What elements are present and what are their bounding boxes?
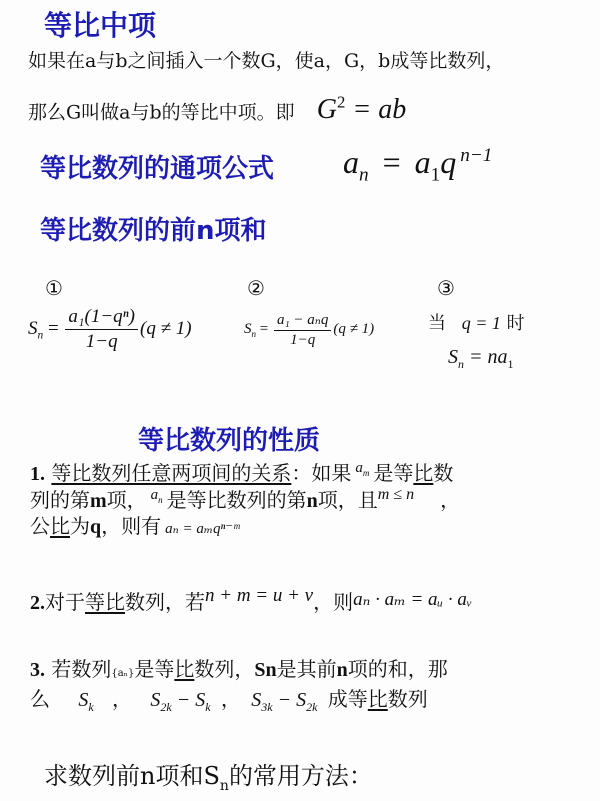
rhs: = na: [464, 346, 508, 368]
formula-rest: = ab: [345, 94, 407, 126]
underlined-text: 比: [413, 461, 434, 485]
text: 是其前: [276, 657, 337, 681]
an: a: [150, 487, 159, 503]
text: 的常用方法：: [228, 762, 373, 790]
underlined-text: 比: [174, 657, 195, 681]
lhs: S: [244, 320, 252, 337]
formula-exp: 2: [336, 93, 346, 112]
numerator: a₁(1−qⁿ): [65, 306, 138, 330]
text: 数: [433, 461, 454, 485]
lhs-sub: n: [458, 357, 464, 371]
property3-line2: [30, 683, 428, 715]
general-term-formula: [343, 144, 492, 186]
term2-sub2: k: [205, 700, 211, 714]
underlined-text: 等比: [85, 590, 125, 614]
methods-heading: [44, 756, 373, 794]
heading-geometric-mean: 等比中项: [44, 9, 157, 42]
underlined-text: 比: [367, 687, 388, 711]
heading-sum-n: 等比数列的前n项和: [40, 216, 267, 246]
underlined-text: 等比数列任意两项间的关系: [51, 461, 292, 485]
sequence: {aₙ}: [111, 668, 135, 679]
m: m: [90, 490, 107, 512]
text: 是等: [373, 461, 414, 485]
rhs-sub: 1: [507, 357, 514, 371]
lhs-sub: n: [251, 328, 256, 339]
rhs-exp: n−1: [460, 145, 493, 167]
n: n: [336, 659, 348, 681]
property-number: 3.: [30, 659, 45, 681]
text: ，则有: [101, 514, 162, 538]
text: 是等比数列的第: [166, 488, 307, 512]
numerator: a₁ − aₙq: [274, 310, 331, 331]
subscript: n: [219, 777, 229, 794]
comma: ，: [440, 488, 461, 512]
text: 项，: [106, 488, 147, 512]
property1-line1: [30, 457, 453, 486]
separator: ，: [112, 687, 133, 711]
rhs-q: q: [440, 144, 457, 180]
an-sub: n: [158, 495, 163, 505]
text: 是等: [134, 657, 175, 681]
fraction: [65, 306, 138, 353]
geometric-mean-formula: [317, 94, 407, 125]
heading-general-term: 等比数列的通项公式: [40, 154, 275, 184]
separator: ，: [220, 687, 241, 711]
case2-formula: $S_n$ = $\frac{\text{a₁ − aₙq}}{1-q}$ (q ≠ 1): [244, 312, 375, 348]
denominator: 1−q: [85, 331, 118, 352]
condition: n + m = u + v: [205, 585, 314, 606]
n: n: [306, 490, 318, 512]
equals: =: [374, 144, 409, 180]
when-condition: q = 1: [461, 313, 501, 333]
case1-marker: ①: [45, 276, 63, 300]
lhs: a: [343, 144, 359, 180]
geometric-mean-line2-text: 那么G叫做a与b的等比中项。即: [28, 101, 295, 124]
term2: S: [150, 689, 161, 711]
lhs-sub: n: [359, 164, 369, 186]
text: 成等: [327, 687, 368, 711]
text: 么: [30, 687, 50, 711]
property2: [30, 585, 472, 615]
property-number: 1.: [30, 463, 45, 485]
property3-line1: [30, 653, 448, 682]
term2-sub: 2k: [160, 700, 172, 714]
text: 列的第: [30, 488, 90, 512]
rhs: a: [414, 144, 431, 180]
property-number: 2.: [30, 592, 45, 614]
text: 公: [30, 514, 50, 538]
text: 求数列前n项和S: [44, 762, 220, 790]
when-prefix: 当: [428, 313, 446, 334]
condition: (q ≠ 1): [333, 320, 375, 337]
text: ，则: [313, 590, 354, 614]
lhs-sub: n: [37, 329, 44, 342]
term2-minus: − S: [171, 689, 206, 711]
text: 若数列: [51, 657, 112, 681]
text: 数列，若: [125, 590, 205, 614]
sn: Sn: [254, 659, 277, 681]
term3: S: [251, 689, 262, 711]
when-suffix: 时: [506, 313, 525, 334]
condition: m ≤ n: [377, 486, 415, 503]
am-sub: m: [362, 468, 370, 478]
geometric-mean-line2: [28, 93, 406, 126]
underlined-text: 比: [50, 514, 70, 538]
term3-sub2: 2k: [306, 700, 318, 714]
lhs: S: [28, 317, 38, 339]
property1-line2: [30, 484, 460, 513]
q: q: [90, 516, 102, 538]
case2-marker: ②: [247, 276, 265, 300]
case3-marker: ③: [437, 276, 455, 300]
lhs: S: [448, 346, 458, 368]
rhs-sub: 1: [430, 164, 441, 186]
condition: (q ≠ 1): [140, 317, 192, 339]
text: 为: [70, 514, 90, 538]
text: ：如果: [291, 461, 352, 485]
term3-sub: 3k: [261, 700, 273, 714]
case1-formula: $S_n$ = $\frac{\text{a₁(1−qⁿ)}}{1-q}$ (q ≠ 1): [28, 306, 192, 352]
term3-minus: − S: [272, 689, 307, 711]
text: 对于: [45, 590, 85, 614]
text: 数列，: [194, 657, 255, 681]
term1-sub: k: [88, 700, 94, 714]
formula: aₙ · aₘ = aᵤ · aᵥ: [353, 589, 473, 610]
case3-condition: [428, 309, 525, 335]
formula: aₙ = aₘqⁿ⁻ᵐ: [165, 521, 240, 537]
heading-properties: 等比数列的性质: [138, 426, 321, 456]
fraction: [274, 310, 331, 349]
geometric-mean-line1: 如果在a与b之间插入一个数G，使a，G，b成等比数列，: [28, 50, 505, 72]
denominator: 1−q: [290, 332, 316, 348]
property1-line3: [30, 510, 239, 539]
term1: S: [78, 689, 89, 711]
am: a: [355, 460, 363, 476]
case3-formula: [448, 346, 514, 372]
text: 项，且: [317, 488, 378, 512]
formula-base: G: [316, 94, 337, 126]
text: 项的和，那: [347, 657, 448, 681]
text: 数列: [387, 687, 428, 711]
